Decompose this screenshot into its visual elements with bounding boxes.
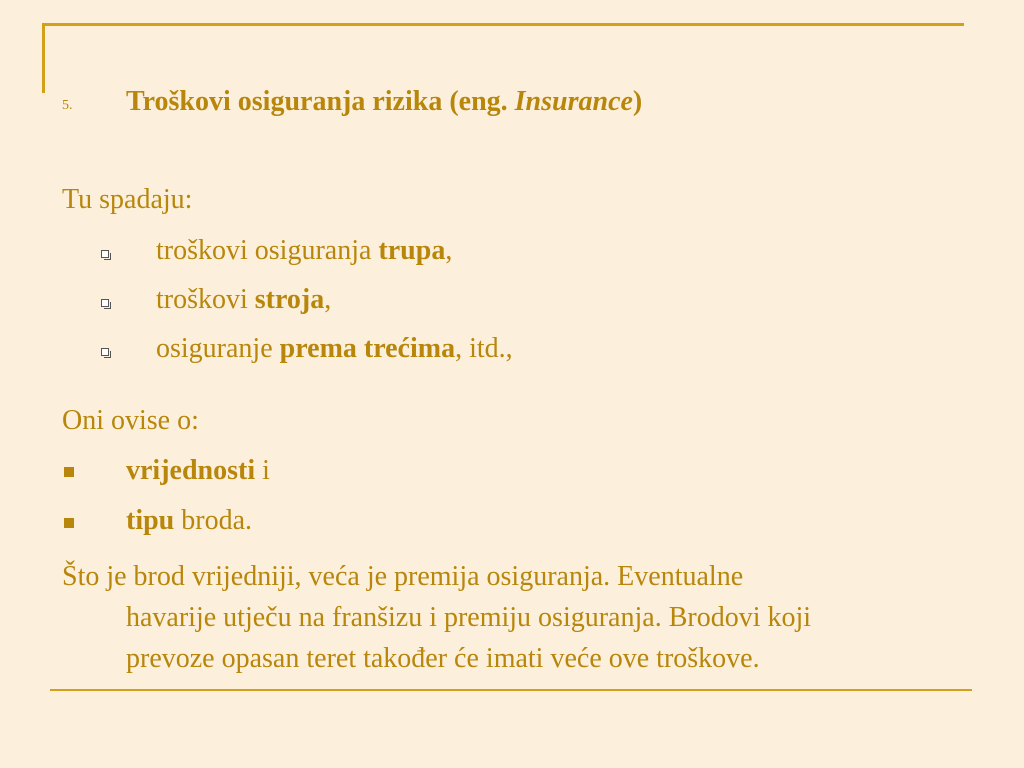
item-rest: ,	[445, 235, 453, 266]
heading-close: )	[632, 86, 643, 117]
item-bold: prema trećima	[279, 333, 456, 364]
hollow-bullet-icon	[101, 348, 109, 356]
item-bold: trupa	[378, 235, 446, 266]
item-rest: i	[255, 455, 270, 486]
hollow-bullet-icon	[101, 250, 109, 258]
item-bold: stroja	[254, 284, 325, 315]
item-rest: broda.	[174, 505, 253, 536]
left-accent-line	[42, 23, 45, 93]
explanation-paragraph	[62, 556, 962, 679]
slide-heading	[126, 86, 642, 118]
list-item	[156, 333, 513, 365]
item-bold: vrijednosti	[126, 455, 256, 486]
item-plain: osiguranje	[156, 333, 280, 364]
item-plain: troškovi	[156, 284, 255, 315]
intro-covers: Tu spadaju:	[62, 184, 193, 215]
solid-bullet-icon	[64, 518, 74, 528]
bottom-divider	[50, 689, 972, 691]
item-rest: , itd.,	[455, 333, 513, 364]
solid-bullet-icon	[64, 467, 74, 477]
list-item	[156, 284, 331, 316]
hollow-bullet-icon	[101, 299, 109, 307]
heading-italic: Insurance	[514, 86, 633, 117]
top-divider	[42, 23, 964, 26]
list-item	[126, 505, 252, 537]
heading-text: Troškovi osiguranja rizika (eng.	[126, 86, 515, 117]
paragraph-line: prevoze opasan teret također će imati veće ove troškove.	[126, 643, 760, 674]
intro-depends: Oni ovise o:	[62, 405, 199, 436]
item-rest: ,	[324, 284, 332, 315]
list-item	[126, 455, 270, 487]
item-bold: tipu	[126, 505, 175, 536]
paragraph-line: Što je brod vrijedniji, veća je premija osiguranja. Eventualne	[62, 561, 744, 592]
list-item	[156, 235, 452, 267]
paragraph-line: havarije utječu na franšizu i premiju osiguranja. Brodovi koji	[126, 602, 812, 633]
heading-number: 5.	[62, 98, 73, 113]
item-plain: troškovi osiguranja	[156, 235, 379, 266]
